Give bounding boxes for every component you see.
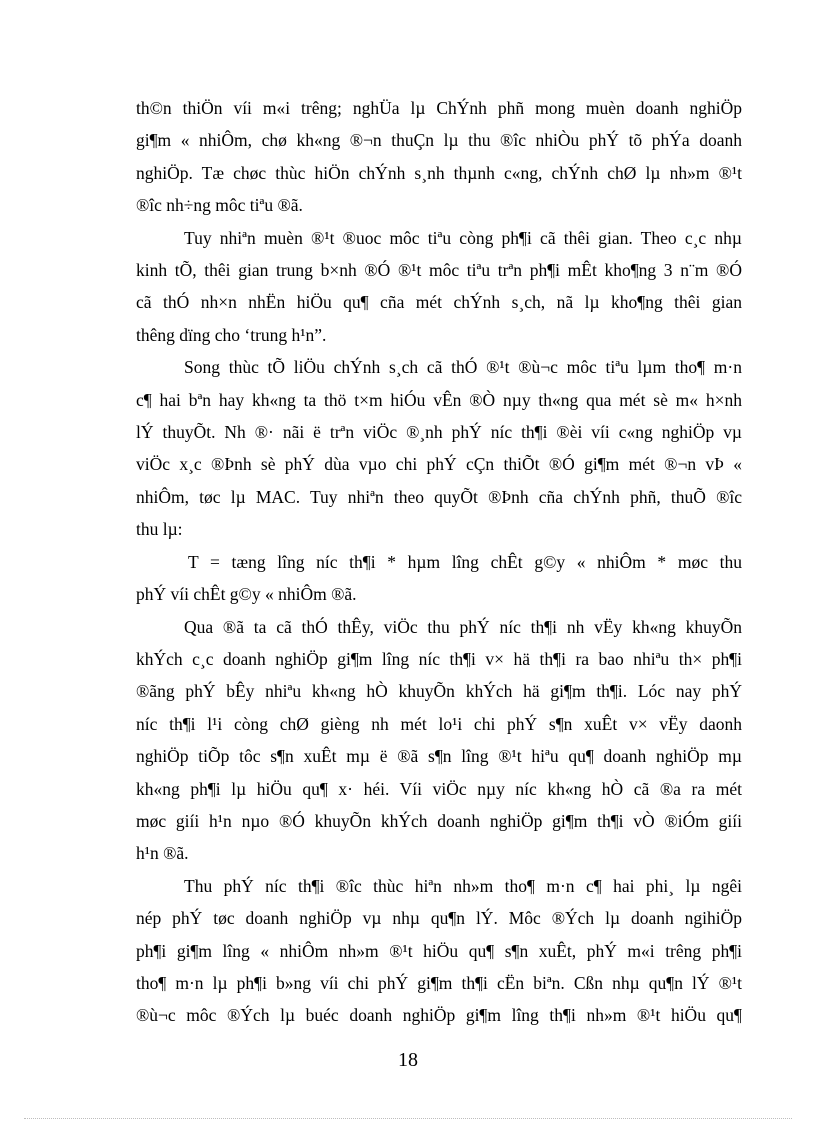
paragraph-2 xyxy=(136,222,742,352)
paragraph-4 xyxy=(136,611,742,870)
paragraph-1 xyxy=(136,92,742,222)
text-line: ph¶i gi¶m lîng « nhiÔm nh»m ®¹t hiÖu qu¶ s¶n xuÊt, phÝ m«i trêng ph¶i xyxy=(136,940,742,961)
text-line: Tuy nhiªn muèn ®¹t ®uoc môc tiªu còng ph¶i cã thêi gian. Theo c¸c nhµ xyxy=(184,227,742,248)
text-line: Qua ®ã ta cã thÓ thÊy, viÖc thu phÝ níc th¶i nh vËy kh«ng khuyÕn xyxy=(184,616,742,637)
text-line: tho¶ m·n lµ ph¶i b»ng víi chi phÝ gi¶m th¶i cËn biªn. Cßn nhµ qu¶n lÝ ®¹t xyxy=(136,972,742,993)
formula-paragraph xyxy=(136,546,742,611)
text-line: khÝch c¸c doanh nghiÖp gi¶m lîng níc th¶i v× hä th¶i ra bao nhiªu th× ph¶i xyxy=(136,648,742,669)
text-line: nghiÖp tiÕp tôc s¶n xuÊt mµ ë ®ã s¶n lîng ®¹t hiªu qu¶ doanh nghiÖp mµ xyxy=(136,746,742,767)
text-line: møc giíi h¹n nµo ®Ó khuyÕn khÝch doanh nghiÖp gi¶m th¶i vÒ ®iÓm giíi xyxy=(136,810,742,831)
text-line: ®îc nh÷ng môc tiªu ®ã. xyxy=(136,195,303,216)
page-number: 18 xyxy=(398,1049,418,1071)
paragraph-3 xyxy=(136,351,742,545)
text-line: níc th¶i l¹i còng chØ gièng nh mét lo¹i chi phÝ s¶n xuÊt v× vËy daonh xyxy=(136,713,742,734)
text-line: cã thÓ nh×n nhËn hiÖu qu¶ cña mét chÝnh s¸ch, nã lµ kho¶ng thêi gian xyxy=(136,292,742,313)
paragraph-5 xyxy=(136,870,742,1032)
text-line: lÝ thuyÕt. Nh ®· nãi ë trªn viÖc ®¸nh phÝ níc th¶i ®èi víi c«ng nghiÖp vµ xyxy=(136,422,742,443)
text-line: Thu phÝ níc th¶i ®îc thùc hiªn nh»m tho¶ m·n c¶ hai phi¸ lµ ngêi xyxy=(184,875,742,896)
text-line: ®ãng phÝ bÊy nhiªu kh«ng hÒ khuyÕn khÝch hä gi¶m th¶i. Lóc nay phÝ xyxy=(136,681,742,702)
footer-divider xyxy=(24,1118,792,1119)
text-line: viÖc x¸c ®Þnh sè phÝ dùa vµo chi phÝ cÇn thiÕt ®Ó gi¶m mét ®¬n vÞ « xyxy=(136,454,742,475)
text-line: th©n thiÖn víi m«i trêng; nghÜa lµ ChÝnh phñ mong muèn doanh nghiÖp xyxy=(136,98,742,118)
text-line: h¹n ®ã. xyxy=(136,843,189,864)
text-line: nghiÖp. Tæ chøc thùc hiÖn chÝnh s¸nh thµnh c«ng, chÝnh chØ lµ nh»m ®¹t xyxy=(136,162,742,183)
text-line: kinh tÕ, thêi gian trung b×nh ®Ó ®¹t môc tiªu trªn ph¶i mÊt kho¶ng 3 n¨m ®Ó xyxy=(136,260,742,281)
text-line: thêng dïng cho ‘trung h¹n”. xyxy=(136,324,327,345)
body-text xyxy=(136,92,742,1032)
text-line: c¶ hai bªn hay kh«ng ta thö t×m hiÓu vÊn ®Ò nµy th«ng qua mét sè m« h×nh xyxy=(136,389,742,410)
text-line: phÝ víi chÊt g©y « nhiÔm ®ã. xyxy=(136,584,357,605)
text-line: kh«ng ph¶i lµ hiÖu qu¶ x· héi. Víi viÖc nµy níc kh«ng hÒ cã ®a ra mét xyxy=(136,778,742,799)
text-line: Song thùc tÕ liÖu chÝnh s¸ch cã thÓ ®¹t ®ù¬c môc tiªu lµm tho¶ m·n xyxy=(184,357,742,378)
text-line: nhiÔm, tøc lµ MAC. Tuy nhiªn theo quyÕt ®Þnh cña chÝnh phñ, thuÕ ®îc xyxy=(136,486,742,507)
text-line: ®ù¬c môc ®Ých lµ buéc doanh nghiÖp gi¶m lîng th¶i nh»m ®¹t hiÖu qu¶ xyxy=(136,1005,742,1026)
text-line: gi¶m « nhiÔm, chø kh«ng ®¬n thuÇn lµ thu ®îc nhiÒu phÝ tõ phÝa doanh xyxy=(136,130,742,151)
text-line: thu lµ: xyxy=(136,519,183,540)
text-line: nép phÝ tøc doanh nghiÖp vµ nhµ qu¶n lÝ. Môc ®Ých lµ doanh ngihiÖp xyxy=(136,908,742,929)
formula-line: T = tæng lîng níc th¶i * hµm lîng chÊt g©y « nhiÔm * møc thu xyxy=(188,551,742,572)
